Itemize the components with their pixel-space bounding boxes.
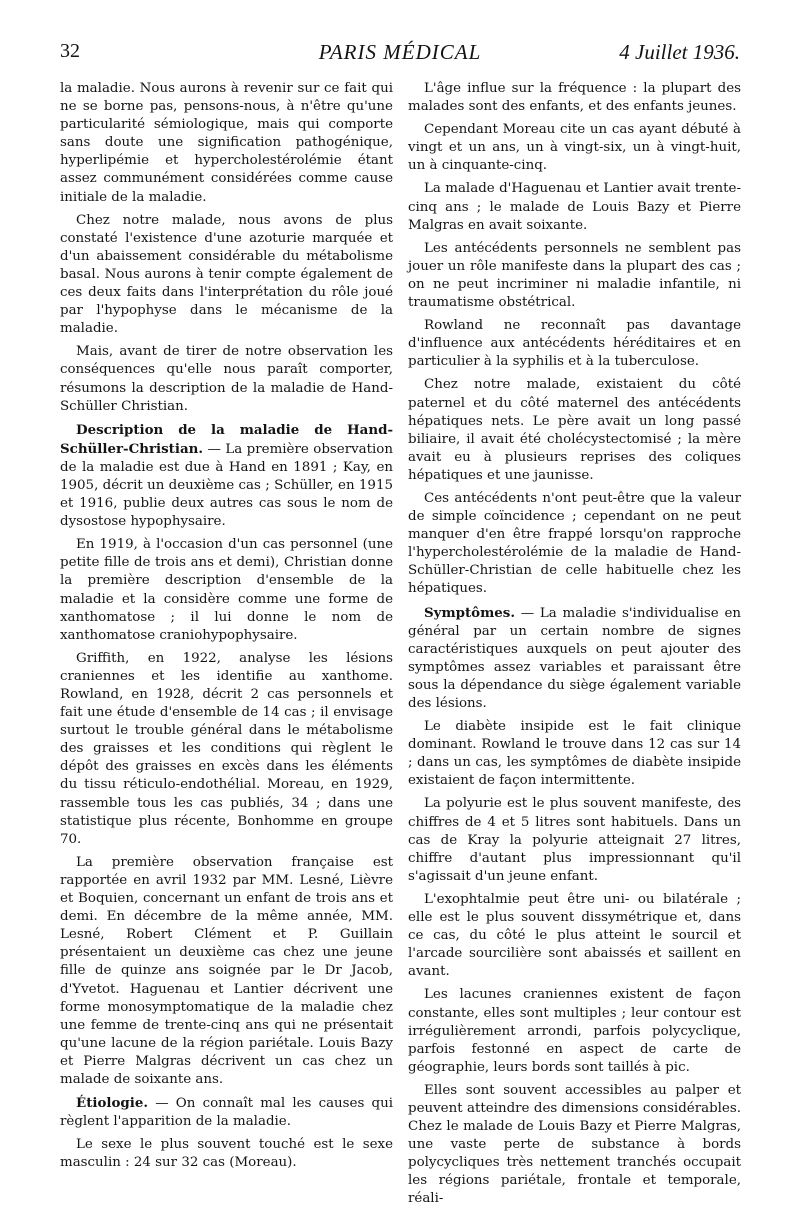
page-number: 32 (60, 40, 80, 62)
paragraph: La première observation française est rapportée en avril 1932 par MM. Lesné, Lièvre et Boquien, concernant un enfant de trois ans et demi. En décembre de la même année, MM. Lesné, Robert Clément et P. Guillain présentaient un deuxième cas chez une jeune fille de quinze ans soignée par le Dr Jacob, d'Yvetot. Haguenau et Lantier décrivent une forme monosymptomatique de la maladie chez une femme de trente-cinq ans qui ne présentait qu'une lacune de la région pariétale. Louis Bazy et Pierre Malgras décrivent un cas chez un malade de soixante ans. (60, 854, 393, 1087)
paragraph: Chez notre malade, nous avons de plus constaté l'existence d'une azoturie marquée et d'un abaissement considérable du métabolisme basal. Nous aurons à tenir compte également de ces deux faits dans l'interprétation du rôle joué par l'hypophyse dans le mécanisme de la maladie. (60, 212, 393, 337)
paragraph: Les antécédents personnels ne semblent pas jouer un rôle manifeste dans la plupart des cas ; on ne peut incriminer ni maladie infantile, ni traumatisme obstétrical. (408, 240, 741, 311)
paragraph-text: — La maladie s'individualise en général par un certain nombre de signes caractéristiques auxquels on peut ajouter des symptômes assez variables et paraissant être sous la dépendance du siège également variable des lésions. (408, 605, 741, 711)
paragraph: Le sexe le plus souvent touché est le sexe masculin : 24 sur 32 cas (Moreau). (60, 1137, 393, 1171)
paragraph (60, 1094, 393, 1131)
paragraph: La polyurie est le plus souvent manifeste, des chiffres de 4 et 5 litres sont habituels. Dans un cas de Kray la polyurie atteignait 27 litres, chiffre d'autant plus impressionnant qu'il s'agissait d'un jeune enfant. (408, 796, 741, 884)
paragraph: Le diabète insipide est le fait clinique dominant. Rowland le trouve dans 12 cas sur 14 ; dans un cas, les symptômes de diabète insipide existaient de façon intermittente. (408, 719, 741, 789)
paragraph: la maladie. Nous aurons à revenir sur ce fait qui ne se borne pas, pensons-nous, à n'être qu'une particularité sémiologique, mais qui comporte sans doute une signification pathogénique, hyperlipémie et hypercholestérolémie étant assez communément considérées comme cause initiale de la maladie. (60, 81, 393, 205)
paragraph (408, 604, 741, 714)
paragraph: Mais, avant de tirer de notre observation les conséquences qu'elle nous paraît comporter, résumons la description de la maladie de Hand-Schüller Christian. (60, 344, 393, 414)
paragraph: En 1919, à l'occasion d'un cas personnel (une petite fille de trois ans et demi), Christian donne la première description d'ensemble de la maladie et la considère comme une forme de xanthomatose ; il lui donne le nom de xanthomatose craniohypophysaire. (60, 537, 393, 643)
paragraph: L'âge influe sur la fréquence : la plupart des malades sont des enfants, et des enfants jeunes. (408, 81, 741, 115)
running-header (60, 40, 740, 76)
paragraph: Elles sont souvent accessibles au palper et peuvent atteindre des dimensions considérables. Chez le malade de Louis Bazy et Pierre Malgras, une vaste perte de substance à bords polycycliques très nettement tranchés occupait les régions pariétale, frontale et temporale, réali- (408, 1082, 741, 1207)
section-heading: Étiologie. (76, 1095, 149, 1112)
paragraph (60, 421, 393, 532)
left-column (60, 80, 393, 1177)
paragraph: Rowland ne reconnaît pas davantage d'influence aux antécédents héréditaires et en particulier à la syphilis et à la tuberculose. (408, 318, 741, 370)
journal-title: PARIS MÉDICAL (318, 40, 482, 64)
section-heading: Symptômes. (424, 604, 515, 621)
paragraph: Les lacunes craniennes existent de façon constante, elles sont multiples ; leur contour est irrégulièrement arrondi, parfois polycyclique, parfois festonné en aspect de carte de géographie, leurs bords sont taillés à pic. (408, 987, 741, 1075)
paragraph: L'exophtalmie peut être uni- ou bilatérale ; elle est le plus souvent dissymétrique et, dans ce cas, du côté le plus atteint le sourcil et l'arcade sourcilière sont abaissés et saillent en avant. (408, 891, 741, 980)
paragraph: Chez notre malade, existaient du côté paternel et du côté maternel des antécédents hépatiques nets. Le père avait un long passé biliaire, il avait été cholécystectomisé ; la mère avait eu à plusieurs reprises des coliques hépatiques et une jaunisse. (408, 377, 741, 483)
paragraph-text: — La première observation de la maladie est due à Hand en 1891 ; Kay, en 1905, décrit un deuxième cas ; Schüller, en 1915 et 1916, publie deux autres cas sous le nom de dysostose hypophysaire. (60, 441, 393, 530)
section-heading: Description de la maladie de Hand-Schüller-Christian. (60, 421, 393, 457)
issue-date: 4 Juillet 1936. (619, 40, 740, 64)
paragraph: Griffith, en 1922, analyse les lésions craniennes et les identifie au xanthome. Rowland, en 1928, décrit 2 cas personnels et fait une étude d'ensemble de 14 cas ; il envisage surtout le trouble général dans le métabolisme des graisses et les conditions qui règlent le dépôt des graisses en excès dans les éléments du tissu réticulo-endothélial. Moreau, en 1929, rassemble tous les cas publiés, 34 ; dans une statistique plus récente, Bonhomme en groupe 70. (60, 650, 393, 847)
right-column (408, 80, 741, 1214)
paragraph: La malade d'Haguenau et Lantier avait trente-cinq ans ; le malade de Louis Bazy et Pierre Malgras en avait soixante. (408, 181, 741, 233)
paragraph: Cependant Moreau cite un cas ayant débuté à vingt et un ans, un à vingt-six, un à vingt-huit, un à cinquante-cinq. (408, 122, 741, 174)
paragraph-text: — On connaît mal les causes qui règlent l'apparition de la maladie. (60, 1096, 393, 1130)
paragraph: Ces antécédents n'ont peut-être que la valeur de simple coïncidence ; cependant on ne peut manquer d'en être frappé lorsqu'on rapproche l'hypercholestérolémie de la maladie de Hand-Schüller-Christian de celle habituelle chez les hépatiques. (408, 490, 741, 597)
